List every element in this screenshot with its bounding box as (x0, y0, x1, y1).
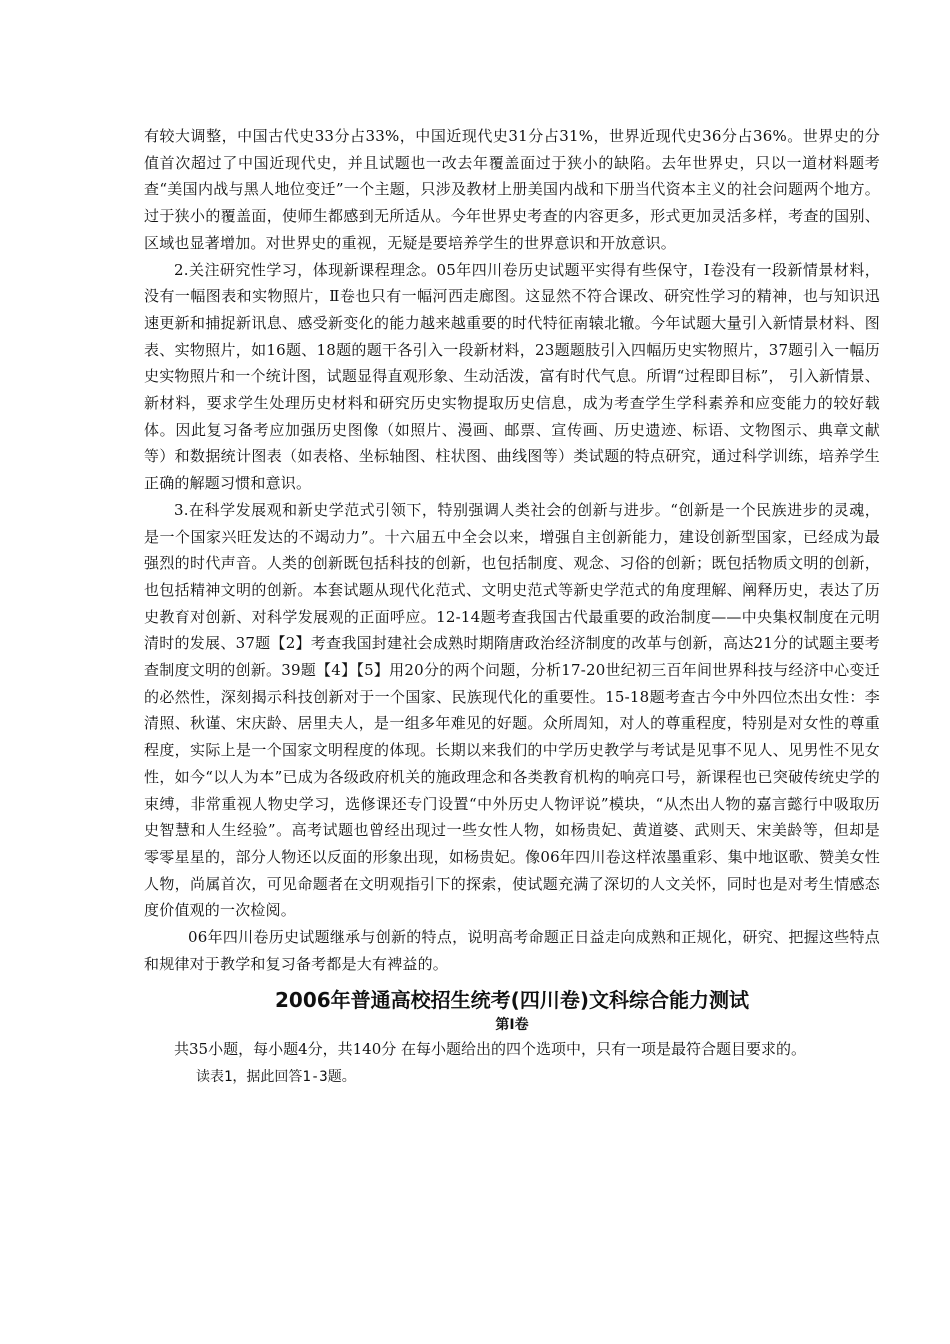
paragraph-innovation-progress: 3.在科学发展观和新史学范式引领下，特别强调人类社会的创新与进步。“创新是一个民族进步的灵魂，是一个国家兴旺发达的不竭动力”。十六届五中全会以来，增强自主创新能力，建设创新型国家，已经成为最强烈的时代声音。人类的创新既包括科技的创新，也包括制度、观念、习俗的创新；既包括物质文明的创新，也包括精神文明的创新。本套试题从现代化范式、文明史范式等新史学范式的角度理解、阐释历史，表达了历史教育对创新、对科学发展观的正面呼应。12-14题考查我国古代最重要的政治制度——中央集权制度在元明清时的发展、37题【2】考查我国封建社会成熟时期隋唐政治经济制度的改革与创新，高达21分的试题主要考查制度文明的创新。39题【4】【5】用20分的两个问题，分析17-20世纪初三百年间世界科技与经济中心变迁的必然性，深刻揭示科技创新对于一个国家、民族现代化的重要性。15-18题考查古今中外四位杰出女性：李清照、秋谨、宋庆龄、居里夫人，是一组多年难见的好题。众所周知，对人的尊重程度，特别是对女性的尊重程度，实际上是一个国家文明程度的体现。长期以来我们的中学历史教学与考试是见事不见人、见男性不见女性，如今“以人为本”已成为各级政府机关的施政理念和各类教育机构的响亮口号，新课程也已突破传统史学的束缚，非常重视人物史学习，选修课还专门设置“中外历史人物评说”模块，“从杰出人物的嘉言懿行中吸取历史智慧和人生经验”。高考试题也曾经出现过一些女性人物，如杨贵妃、黄道婆、武则天、宋美龄等，但却是零零星星的，部分人物还以反面的形象出现，如杨贵妃。像06年四川卷这样浓墨重彩、集中地讴歌、赞美女性人物，尚属首次，可见命题者在文明观指引下的探索，使试题充满了深切的人文关怀，同时也是对考生情感态度价值观的一次检阅。 (144, 500, 880, 920)
exam-instructions: 共35小题，每小题4分，共140分 在每小题给出的四个选项中，只有一项是最符合题目要求的。 (174, 1039, 807, 1058)
document-page (144, 123, 880, 1090)
exam-title: 2006年普通高校招生统考(四川卷)文科综合能力测试 (275, 987, 749, 1012)
reading-prompt: 读表1，据此回答1-3题。 (196, 1068, 356, 1085)
paragraph-world-history-weight: 有较大调整，中国古代史33分占33%，中国近现代史31分占31%，世界近现代史36分占36%。世界史的分值首次超过了中国近现代史，并且试题也一改去年覆盖面过于狭小的缺陷。去年世界史，只以一道材料题考查“美国内战与黑人地位变迁”一个主题，只涉及教材上册美国内战和下册当代资本主义的社会问题两个地方。过于狭小的覆盖面，使师生都感到无所适从。今年世界史考查的内容更多，形式更加灵活多样，考查的国别、区域也显著增加。对世界史的重视，无疑是要培养学生的世界意识和开放意识。 (144, 127, 880, 252)
exam-volume-heading: 第Ⅰ卷 (495, 1016, 529, 1033)
paragraph-research-learning: 2.关注研究性学习，体现新课程理念。05年四川卷历史试题平实得有些保守，Ⅰ卷没有一段新情景材料，没有一幅图表和实物照片，Ⅱ卷也只有一幅河西走廊图。这显然不符合课改、研究性学习的精神，也与知识迅速更新和捕捉新讯息、感受新变化的能力越来越重要的时代特征南辕北辙。今年试题大量引入新情景材料、图表、实物照片，如16题、18题的题干各引入一段新材料，23题题肢引入四幅历史实物照片，37题引入一幅历史实物照片和一个统计图，试题显得直观形象、生动活泼，富有时代气息。所谓“过程即目标”， 引入新情景、新材料，要求学生处理历史材料和研究历史实物提取历史信息，成为考查学生学科素养和应变能力的较好载体。因此复习备考应加强历史图像（如照片、漫画、邮票、宣传画、历史遗迹、标语、文物图示、典章文献等）和数据统计图表（如表格、坐标轴图、柱状图、曲线图等）类试题的特点研究，通过科学训练，培养学生正确的解题习惯和意识。 (144, 260, 880, 493)
paragraph-conclusion: 06年四川卷历史试题继承与创新的特点，说明高考命题正日益走向成熟和正规化，研究、把握这些特点和规律对于教学和复习备考都是大有裨益的。 (144, 928, 880, 973)
